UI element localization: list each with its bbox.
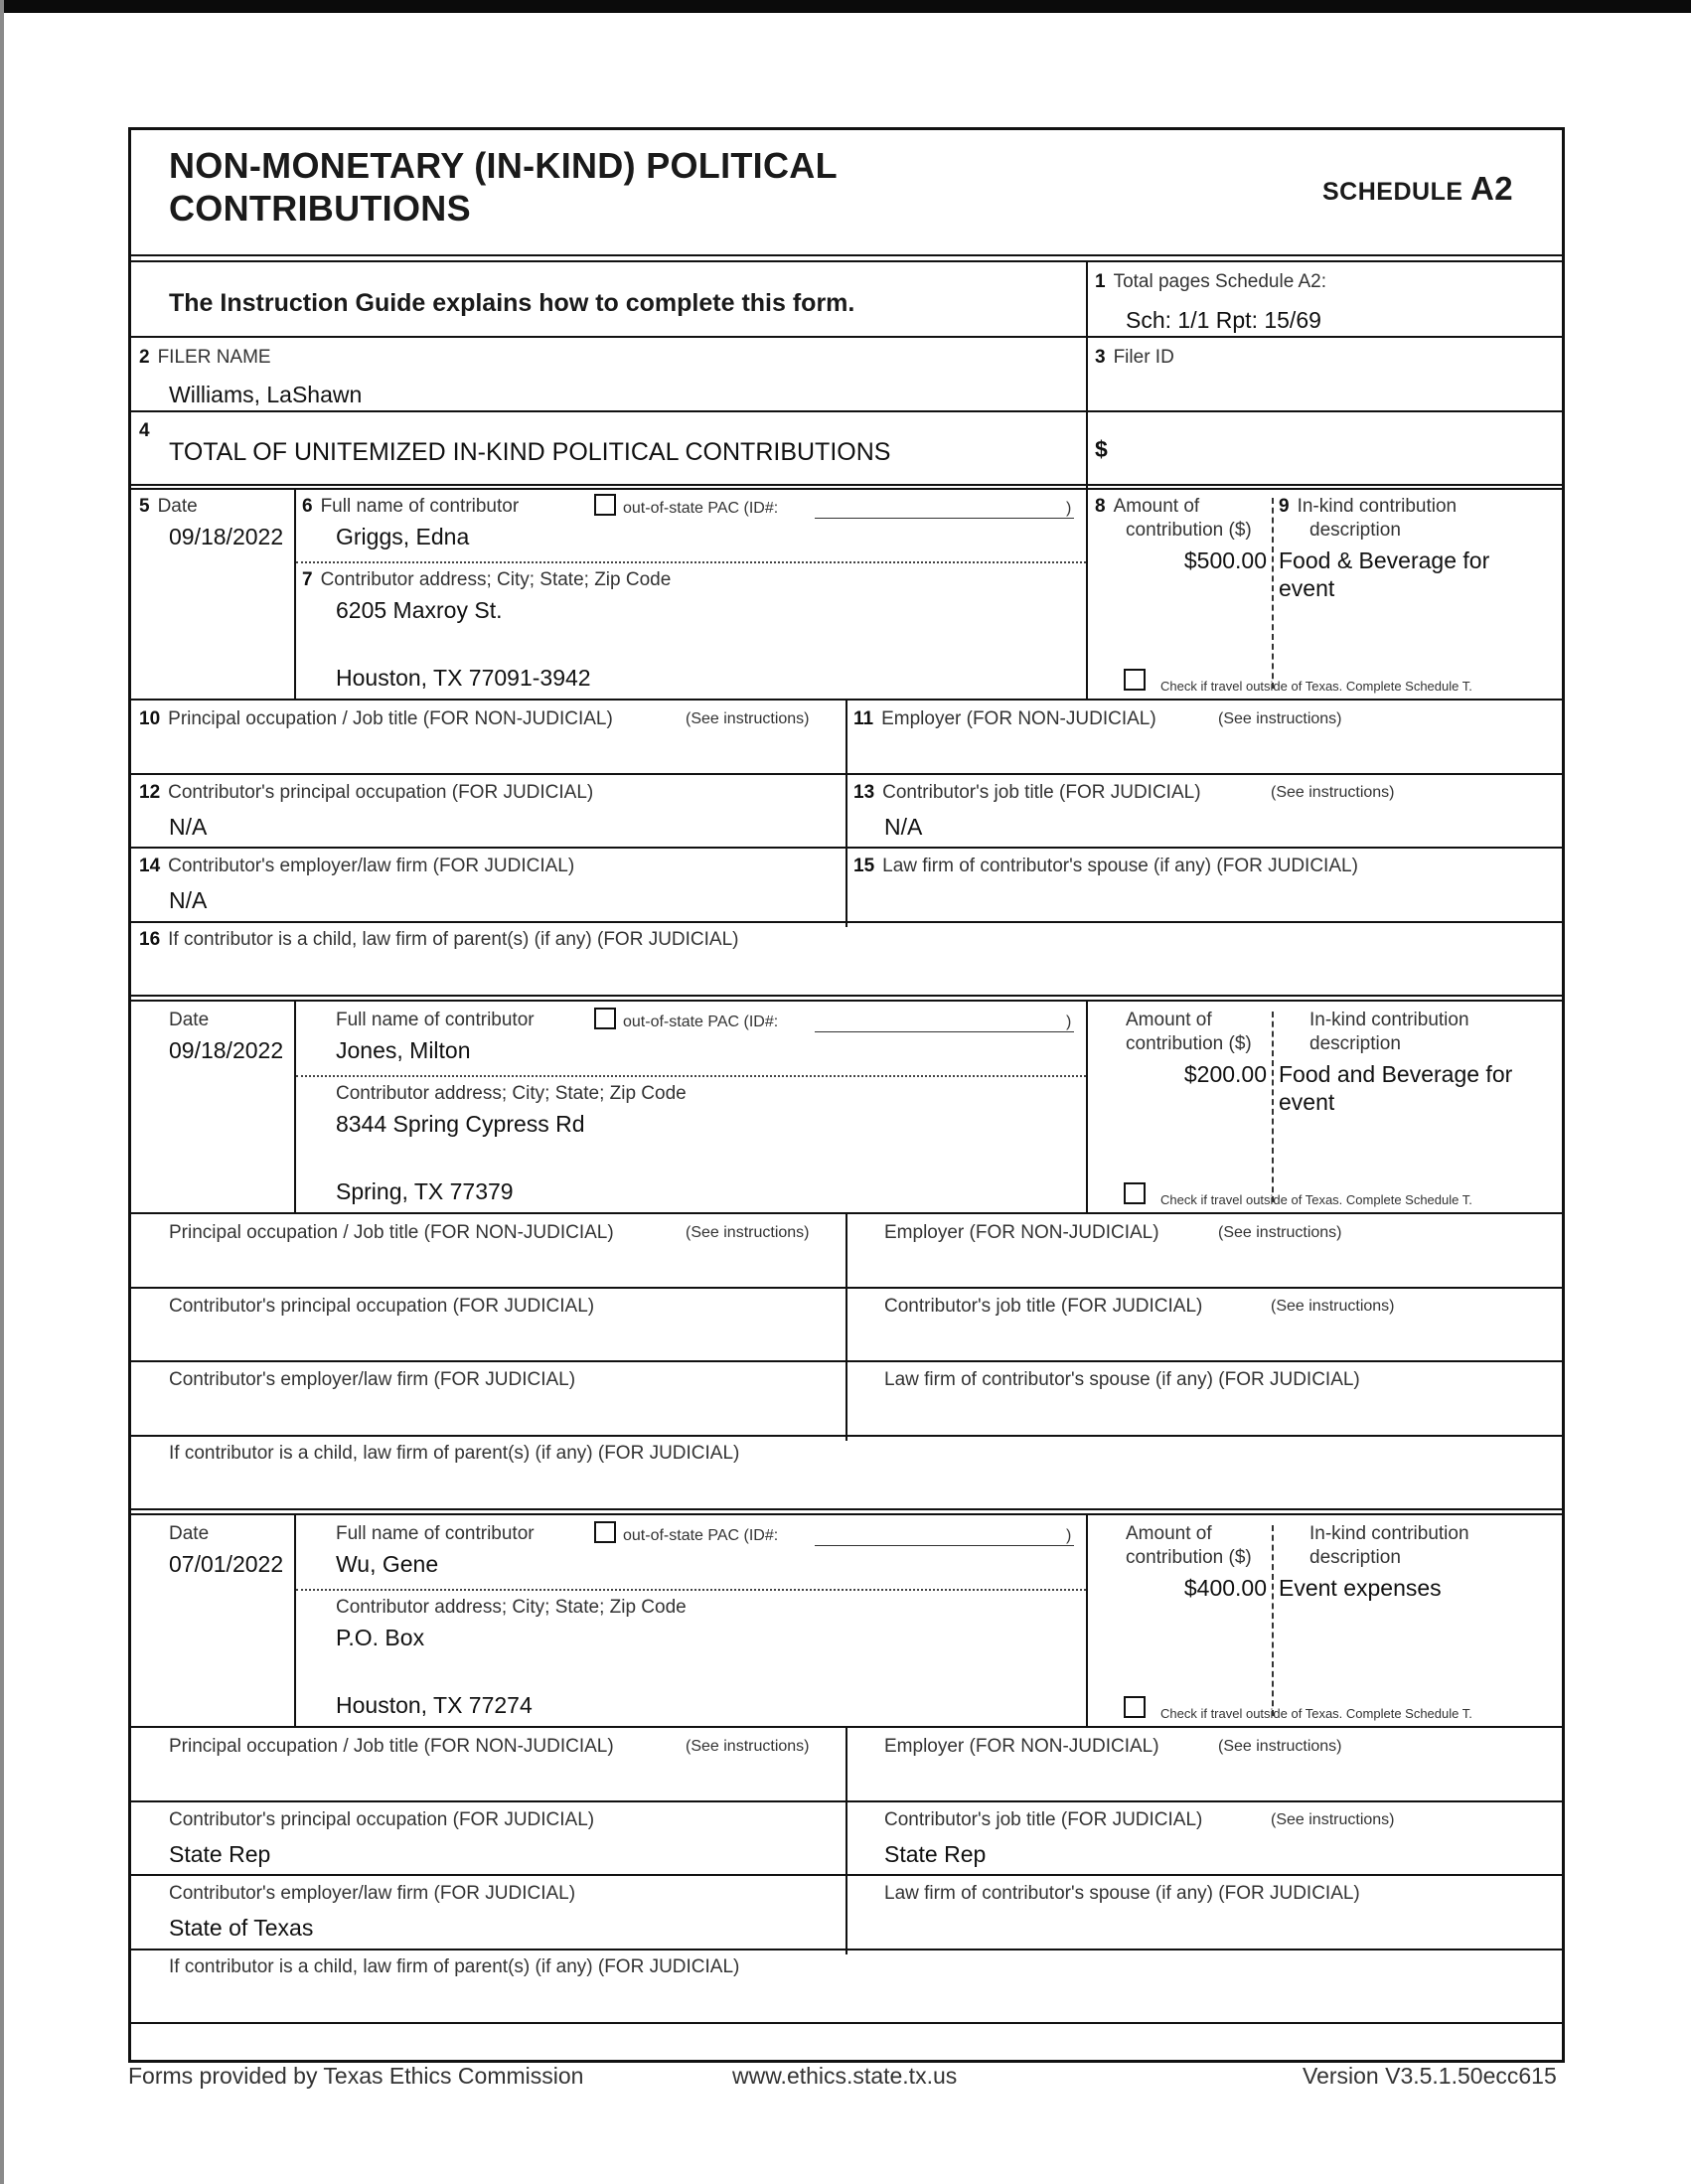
judicial-occupation-label: Contributor's principal occupation (FOR JUDICIAL) — [169, 1809, 595, 1830]
contributor-name-label: 6 Full name of contributor — [302, 496, 520, 517]
form-title-line2: CONTRIBUTIONS — [169, 188, 471, 229]
unitemized-total-label: TOTAL OF UNITEMIZED IN-KIND POLITICAL CONTRIBUTIONS — [169, 438, 891, 466]
contributor-address-label: Contributor address; City; State; Zip Code — [336, 1597, 687, 1618]
contributor-name-label: Full name of contributor — [336, 1523, 535, 1544]
out-of-state-pac-checkbox[interactable] — [594, 1521, 616, 1543]
pac-id-close: ) — [1066, 1527, 1072, 1544]
date-value: 07/01/2022 — [169, 1551, 284, 1577]
judicial-title-see-instructions: (See instructions) — [1271, 1298, 1395, 1315]
occupation-see-instructions: (See instructions) — [686, 1224, 810, 1241]
judicial-occupation-label: 12 Contributor's principal occupation (FOR JUDICIAL) — [139, 782, 594, 803]
field-2-label: 2 FILER NAME — [139, 347, 271, 368]
row-rule — [131, 1435, 1562, 1437]
pac-id-close: ) — [1066, 1014, 1072, 1030]
name-address-separator — [296, 561, 1086, 563]
instruction-text: The Instruction Guide explains how to complete this form. — [169, 289, 855, 317]
out-of-state-pac-checkbox[interactable] — [594, 494, 616, 516]
out-of-state-pac-checkbox[interactable] — [594, 1008, 616, 1029]
description-line-1: Food & Beverage for — [1279, 547, 1490, 573]
row-rule — [131, 1949, 1562, 1950]
amount-label-2: contribution ($) — [1126, 520, 1252, 541]
row-rule — [131, 1287, 1562, 1289]
contributor-name-label: Full name of contributor — [336, 1010, 535, 1030]
description-line-1: Event expenses — [1279, 1575, 1442, 1601]
row-rule — [131, 1360, 1562, 1362]
address-line-2: Houston, TX 77091-3942 — [336, 665, 591, 691]
employer-label: 11 Employer (FOR NON-JUDICIAL) — [853, 708, 1156, 729]
schedule-label — [1322, 170, 1513, 208]
footer-version: Version V3.5.1.50ecc615 — [1303, 2063, 1557, 2089]
travel-checkbox[interactable] — [1124, 1696, 1146, 1718]
entry-divider — [294, 488, 296, 699]
row-rule — [131, 484, 1562, 486]
entry-divider — [294, 1515, 296, 1726]
mid-divider — [846, 1214, 847, 1441]
employer-see-instructions: (See instructions) — [1218, 710, 1342, 727]
description-line-2: event — [1279, 1089, 1335, 1115]
address-line-1: P.O. Box — [336, 1625, 425, 1650]
description-label: In-kind contribution — [1309, 1523, 1469, 1544]
pac-id-line — [815, 1545, 1074, 1546]
travel-label: Check if travel outside of Texas. Complete Schedule T. — [1160, 679, 1472, 694]
mid-divider — [846, 701, 847, 927]
row-rule — [131, 921, 1562, 923]
total-pages-value: Sch: 1/1 Rpt: 15/69 — [1126, 307, 1321, 333]
form-title — [169, 144, 838, 230]
entry-divider — [1086, 1515, 1088, 1726]
judicial-title-see-instructions: (See instructions) — [1271, 784, 1395, 801]
contributor-name-value: Griggs, Edna — [336, 524, 470, 549]
contribution-entry-1 — [131, 488, 1562, 1002]
employer-see-instructions: (See instructions) — [1218, 1738, 1342, 1755]
judicial-title-value: State Rep — [884, 1841, 987, 1867]
description-label-2: description — [1309, 1033, 1401, 1054]
pac-id-line — [815, 518, 1074, 519]
judicial-title-label: 13 Contributor's job title (FOR JUDICIAL) — [853, 782, 1201, 803]
amount-desc-separator — [1272, 1525, 1274, 1716]
pac-id-label: out-of-state PAC (ID#: — [623, 1014, 779, 1030]
field-4-number: 4 — [139, 420, 150, 441]
unitemized-total-dollar: $ — [1095, 436, 1108, 462]
entry-divider — [294, 1002, 296, 1212]
footer-provider: Forms provided by Texas Ethics Commission — [128, 2063, 584, 2089]
employer-see-instructions: (See instructions) — [1218, 1224, 1342, 1241]
schedule-word: SCHEDULE — [1322, 178, 1463, 206]
judicial-occupation-value: State Rep — [169, 1841, 271, 1867]
address-line-1: 8344 Spring Cypress Rd — [336, 1111, 585, 1137]
judicial-occupation-label: Contributor's principal occupation (FOR JUDICIAL) — [169, 1296, 595, 1317]
date-label: Date — [169, 1523, 210, 1544]
contribution-entry-3 — [131, 1515, 1562, 2029]
row-rule — [131, 1874, 1562, 1876]
judicial-occupation-value: N/A — [169, 814, 208, 840]
row-rule — [131, 1800, 1562, 1802]
child-firm-label: 16 If contributor is a child, law firm of parent(s) (if any) (FOR JUDICIAL) — [139, 929, 739, 950]
judicial-title-value: N/A — [884, 814, 923, 840]
pac-id-close: ) — [1066, 500, 1072, 517]
judicial-employer-label: Contributor's employer/law firm (FOR JUDICIAL) — [169, 1883, 576, 1904]
header-rule-bottom — [131, 260, 1562, 262]
contributor-address-label: 7 Contributor address; City; State; Zip Code — [302, 569, 672, 590]
employer-label: Employer (FOR NON-JUDICIAL) — [884, 1736, 1159, 1757]
spouse-firm-label: Law firm of contributor's spouse (if any) (FOR JUDICIAL) — [884, 1883, 1360, 1904]
scan-left-edge — [0, 0, 4, 2184]
judicial-employer-label: Contributor's employer/law firm (FOR JUDICIAL) — [169, 1369, 576, 1390]
field-1-label: 1 Total pages Schedule A2: — [1095, 271, 1327, 292]
mid-divider — [846, 1728, 847, 1954]
amount-value: $200.00 — [1183, 1061, 1267, 1087]
schedule-a2-form — [128, 127, 1565, 2063]
description-label-2: description — [1309, 520, 1401, 541]
judicial-title-label: Contributor's job title (FOR JUDICIAL) — [884, 1296, 1203, 1317]
contributor-name-value: Wu, Gene — [336, 1551, 439, 1577]
address-line-2: Houston, TX 77274 — [336, 1692, 533, 1718]
description-line-1: Food and Beverage for — [1279, 1061, 1513, 1087]
entry-rule — [131, 2022, 1562, 2024]
spouse-firm-label: Law firm of contributor's spouse (if any) (FOR JUDICIAL) — [884, 1369, 1360, 1390]
contributor-address-label: Contributor address; City; State; Zip Code — [336, 1083, 687, 1104]
amount-label: Amount of — [1126, 1010, 1212, 1030]
entry-divider — [1086, 488, 1088, 699]
travel-checkbox[interactable] — [1124, 1182, 1146, 1204]
child-firm-label: If contributor is a child, law firm of parent(s) (if any) (FOR JUDICIAL) — [169, 1443, 740, 1464]
footer-website[interactable]: www.ethics.state.tx.us — [732, 2063, 958, 2089]
judicial-title-label: Contributor's job title (FOR JUDICIAL) — [884, 1809, 1203, 1830]
judicial-title-see-instructions: (See instructions) — [1271, 1811, 1395, 1828]
judicial-employer-label: 14 Contributor's employer/law firm (FOR JUDICIAL) — [139, 856, 575, 876]
description-label: In-kind contribution — [1309, 1010, 1469, 1030]
date-value: 09/18/2022 — [169, 1037, 284, 1063]
schedule-code: A2 — [1469, 170, 1514, 207]
judicial-employer-value: N/A — [169, 887, 208, 913]
entry-rule — [131, 995, 1562, 997]
row-rule — [131, 847, 1562, 849]
contributor-name-value: Jones, Milton — [336, 1037, 471, 1063]
travel-checkbox[interactable] — [1124, 669, 1146, 691]
header-rule-top — [131, 254, 1562, 256]
pac-id-line — [815, 1031, 1074, 1032]
form-title-line1: NON-MONETARY (IN-KIND) POLITICAL — [169, 145, 838, 186]
description-label-2: description — [1309, 1547, 1401, 1568]
occupation-label: Principal occupation / Job title (FOR NON-JUDICIAL) — [169, 1222, 614, 1243]
amount-desc-separator — [1272, 1012, 1274, 1202]
occupation-see-instructions: (See instructions) — [686, 710, 810, 727]
entry-rule — [131, 1508, 1562, 1510]
description-label: 9 In-kind contribution — [1279, 496, 1458, 517]
amount-label-2: contribution ($) — [1126, 1547, 1252, 1568]
occupation-label: 10 Principal occupation / Job title (FOR NON-JUDICIAL) — [139, 708, 613, 729]
description-line-2: event — [1279, 575, 1335, 601]
name-address-separator — [296, 1589, 1086, 1591]
judicial-employer-value: State of Texas — [169, 1915, 314, 1941]
amount-value: $400.00 — [1183, 1575, 1267, 1601]
amount-desc-separator — [1272, 498, 1274, 689]
row-rule — [131, 336, 1562, 338]
child-firm-label: If contributor is a child, law firm of parent(s) (if any) (FOR JUDICIAL) — [169, 1956, 740, 1977]
field-3-label: 3 Filer ID — [1095, 347, 1174, 368]
address-line-1: 6205 Maxroy St. — [336, 597, 503, 623]
entry-divider — [1086, 1002, 1088, 1212]
travel-label: Check if travel outside of Texas. Complete Schedule T. — [1160, 1706, 1472, 1721]
occupation-see-instructions: (See instructions) — [686, 1738, 810, 1755]
occupation-label: Principal occupation / Job title (FOR NON-JUDICIAL) — [169, 1736, 614, 1757]
pac-id-label: out-of-state PAC (ID#: — [623, 500, 779, 517]
amount-label-2: contribution ($) — [1126, 1033, 1252, 1054]
pac-id-label: out-of-state PAC (ID#: — [623, 1527, 779, 1544]
row-rule — [131, 410, 1562, 412]
employer-label: Employer (FOR NON-JUDICIAL) — [884, 1222, 1159, 1243]
amount-label: Amount of — [1126, 1523, 1212, 1544]
date-value: 09/18/2022 — [169, 524, 284, 549]
row-rule — [131, 773, 1562, 775]
date-label: Date — [169, 1010, 210, 1030]
date-label: 5 Date — [139, 496, 198, 517]
travel-label: Check if travel outside of Texas. Complete Schedule T. — [1160, 1192, 1472, 1207]
scan-top-edge — [0, 0, 1691, 13]
name-address-separator — [296, 1075, 1086, 1077]
spouse-firm-label: 15 Law firm of contributor's spouse (if any) (FOR JUDICIAL) — [853, 856, 1358, 876]
filer-name-value: Williams, LaShawn — [169, 382, 363, 407]
amount-value: $500.00 — [1183, 547, 1267, 573]
address-line-2: Spring, TX 77379 — [336, 1178, 514, 1204]
contribution-entry-2 — [131, 1002, 1562, 1515]
amount-label: 8 Amount of — [1095, 496, 1200, 517]
